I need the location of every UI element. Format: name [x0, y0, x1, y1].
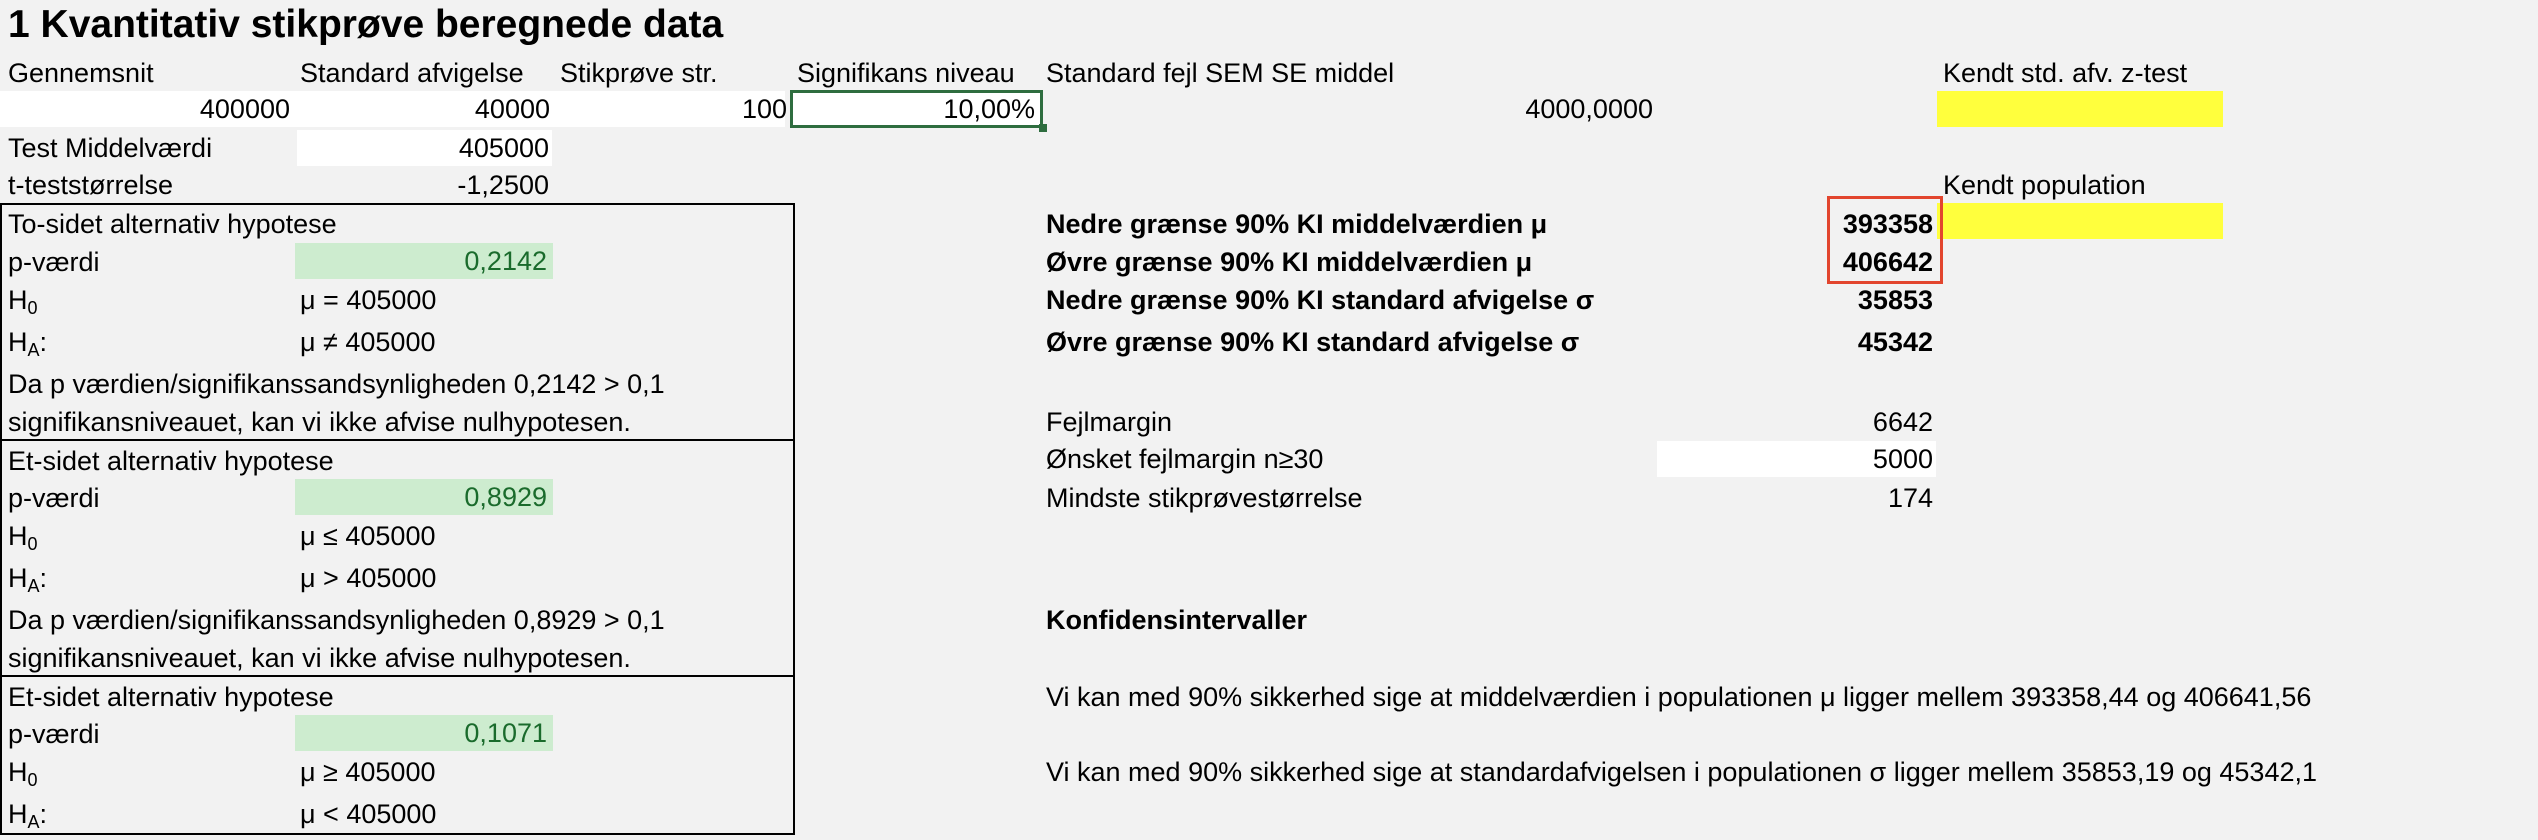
known-population-input[interactable]: [1937, 203, 2223, 239]
ci-lower-mean-value[interactable]: 393358: [1842, 209, 1933, 239]
section3-p-label: p-værdi: [8, 719, 100, 749]
section1-p-value[interactable]: 0,2142: [295, 243, 553, 279]
test-mean-value[interactable]: 405000: [458, 133, 549, 163]
section2-h0-label: $H_0$: [8, 521, 38, 554]
t-stat-label: t-teststørrelse: [8, 170, 174, 200]
section1-heading: To-sidet alternativ hypotese: [8, 209, 337, 239]
error-margin-label: Fejlmargin: [1046, 407, 1173, 437]
confidence-std-sentence[interactable]: Vi kan med 90% sikkerhed sige at standardafvigelsen i populationen σ ligger mellem 35853,19 og 45342,1: [1046, 757, 2317, 787]
header-significance[interactable]: Signifikans niveau: [797, 58, 1015, 88]
section1-h0[interactable]: μ = 405000: [300, 285, 437, 315]
section2-conclusion-line1[interactable]: Da p værdien/signifikanssandsynligheden 0,8929 > 0,1: [8, 605, 665, 635]
mean-value[interactable]: 400000: [199, 94, 290, 124]
section2-conclusion-line2[interactable]: signifikansniveauet, kan vi ikke afvise nulhypotesen.: [8, 643, 631, 673]
section1-h0-label: $H_0$: [8, 285, 38, 318]
sample-size-value[interactable]: 100: [741, 94, 787, 124]
std-value[interactable]: 40000: [474, 94, 550, 124]
ci-lower-std-value[interactable]: 35853: [1857, 285, 1933, 315]
desired-margin-value[interactable]: 5000: [1872, 444, 1933, 474]
ci-upper-std-label: Øvre grænse 90% KI standard afvigelse σ: [1046, 327, 1580, 357]
ci-upper-std-value[interactable]: 45342: [1857, 327, 1933, 357]
significance-value[interactable]: 10,00%: [943, 94, 1035, 124]
section2-ha-label: $H_A$:: [8, 563, 48, 596]
section1-conclusion-line1[interactable]: Da p værdien/signifikanssandsynligheden 0,2142 > 0,1: [8, 369, 665, 399]
t-stat-value[interactable]: -1,2500: [457, 170, 549, 200]
ci-lower-mean-label: Nedre grænse 90% KI middelværdien μ: [1046, 209, 1548, 239]
sheet-title: 1 Kvantitativ stikprøve beregnede data: [8, 3, 724, 46]
header-sem[interactable]: Standard fejl SEM SE middel: [1046, 58, 1395, 88]
sem-value[interactable]: 4000,0000: [1525, 94, 1653, 124]
section2-h0[interactable]: μ ≤ 405000: [300, 521, 436, 551]
section3-h0[interactable]: μ ≥ 405000: [300, 757, 436, 787]
test-mean-label: Test Middelværdi: [8, 133, 213, 163]
section2-p-label: p-værdi: [8, 483, 100, 513]
header-known-population[interactable]: Kendt population: [1943, 170, 2146, 200]
header-sample-size[interactable]: Stikprøve str.: [560, 58, 718, 88]
confidence-mean-sentence[interactable]: Vi kan med 90% sikkerhed sige at middelværdien i populationen μ ligger mellem 393358,44 og 406641,56: [1046, 682, 2312, 712]
ci-upper-mean-value[interactable]: 406642: [1842, 247, 1933, 277]
ci-lower-std-label: Nedre grænse 90% KI standard afvigelse σ: [1046, 285, 1595, 315]
header-mean[interactable]: Gennemsnit: [8, 58, 154, 88]
section3-ha-label: $H_A$:: [8, 799, 48, 832]
highlight-box: [1827, 196, 1943, 284]
header-std[interactable]: Standard afvigelse: [300, 58, 524, 88]
section3-p-value[interactable]: 0,1071: [295, 715, 553, 751]
section1-p-label: p-værdi: [8, 247, 100, 277]
fill-handle[interactable]: [1039, 124, 1047, 132]
min-sample-size-value[interactable]: 174: [1887, 483, 1933, 513]
section1-conclusion-line2[interactable]: signifikansniveauet, kan vi ikke afvise nulhypotesen.: [8, 407, 631, 437]
min-sample-size-label: Mindste stikprøvestørrelse: [1046, 483, 1363, 513]
desired-margin-label: Ønsket fejlmargin n≥30: [1046, 444, 1324, 474]
section2-heading: Et-sidet alternativ hypotese: [8, 446, 334, 476]
confidence-heading: Konfidensintervaller: [1046, 605, 1308, 635]
header-known-std[interactable]: Kendt std. afv. z-test: [1943, 58, 2188, 88]
section3-ha[interactable]: μ < 405000: [300, 799, 437, 829]
error-margin-value[interactable]: 6642: [1872, 407, 1933, 437]
ci-upper-mean-label: Øvre grænse 90% KI middelværdien μ: [1046, 247, 1533, 277]
section2-ha[interactable]: μ > 405000: [300, 563, 437, 593]
known-std-input[interactable]: [1937, 91, 2223, 127]
section3-heading: Et-sidet alternativ hypotese: [8, 682, 334, 712]
section3-h0-label: $H_0$: [8, 757, 38, 790]
section1-ha-label: $H_A$:: [8, 327, 48, 360]
section1-ha[interactable]: μ ≠ 405000: [300, 327, 436, 357]
section2-p-value[interactable]: 0,8929: [295, 479, 553, 515]
